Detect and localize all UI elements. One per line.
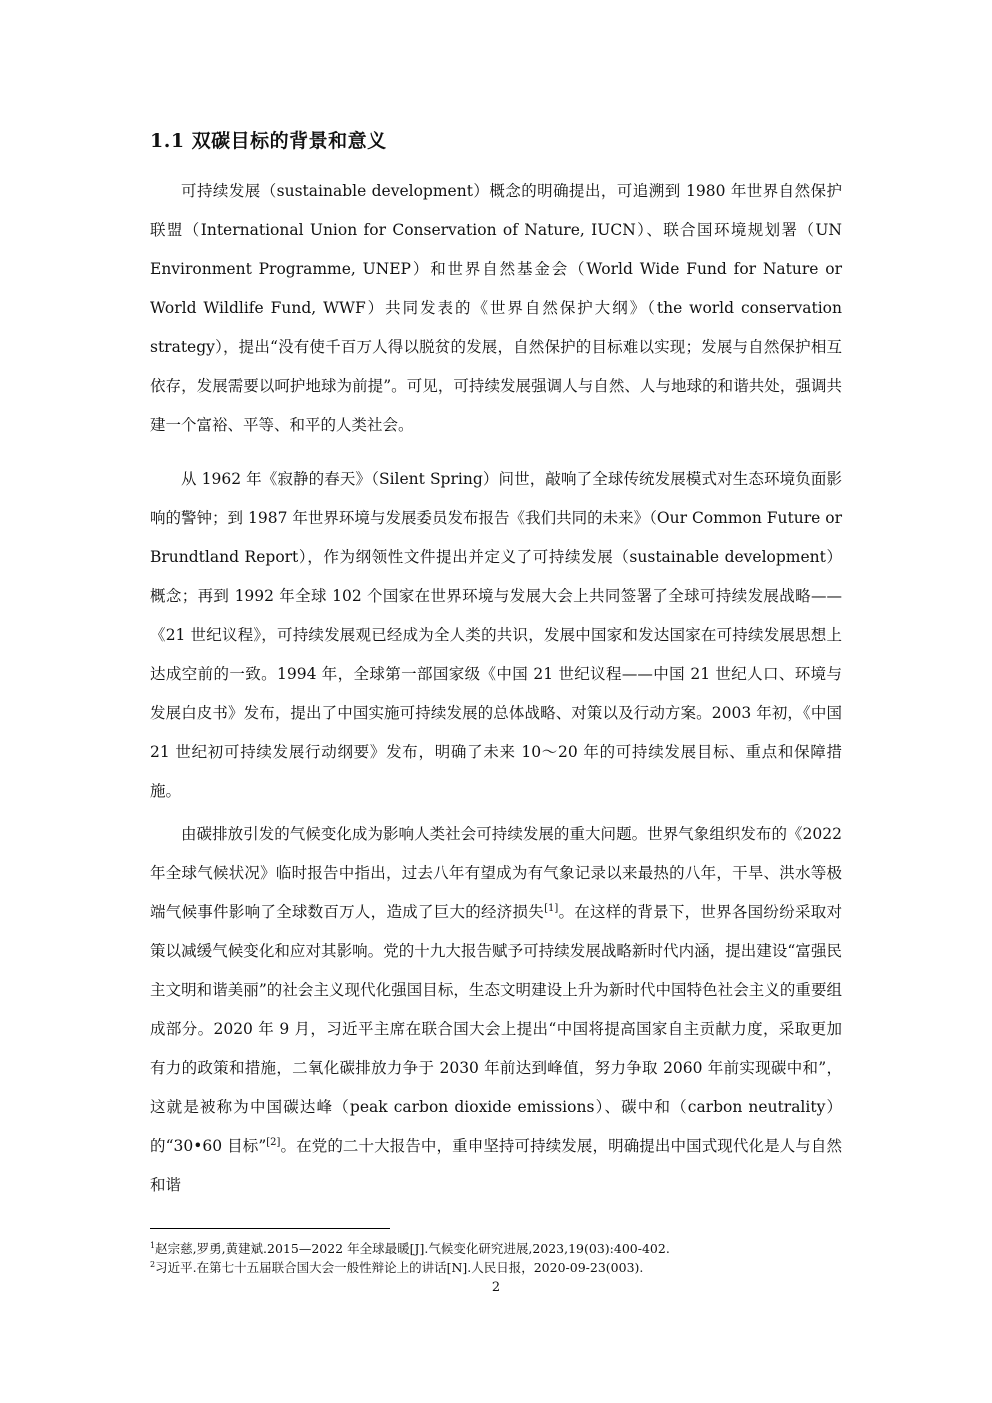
paragraph-1: 可持续发展（sustainable development）概念的明确提出，可追溯到 1980 年世界自然保护联盟（International Union for Conservation of Nature, IUCN）、联合国环境规划署（UN Environment Programme, UNEP）和世界自然基金会（World Wide Fund for Nature or World Wildlife Fund, WWF）共同发表的《世界自然保护大纲》（the world conservation strategy），提出“没有使千百万人得以脱贫的发展，自然保护的目标难以实现；发展与自然保护相互依存，发展需要以呵护地球为前提”。可见，可持续发展强调人与自然、人与地球的和谐共处，强调共建一个富裕、平等、和平的人类社会。 xyxy=(150,182,842,434)
footnote-reference-1[interactable]: [1] xyxy=(544,902,559,914)
footnote-text: 赵宗慈,罗勇,黄建斌.2015—2022 年全球最暖[J].气候变化研究进展,2023,19(03):400-402. xyxy=(155,1241,670,1256)
footnote-number: 1 xyxy=(150,1240,156,1250)
footnote-reference-2[interactable]: [2] xyxy=(266,1136,281,1148)
paragraph-2: 从 1962 年《寂静的春天》（Silent Spring）问世，敲响了全球传统发展模式对生态环境负面影响的警钟；到 1987 年世界环境与发展委员发布报告《我们共同的未来》（Our Common Future or Brundtland Report），作为纲领性文件提出并定义了可持续发展（sustainable development）概念；再到 1992 年全球 102 个国家在世界环境与发展大会上共同签署了全球可持续发展战略——《21 世纪议程》，可持续发展观已经成为全人类的共识，发展中国家和发达国家在可持续发展思想上达成空前的一致。1994 年，全球第一部国家级《中国 21 世纪议程——中国 21 世纪人口、环境与发展白皮书》发布，提出了中国实施可持续发展的总体战略、对策以及行动方案。2003 年初，《中国 21 世纪初可持续发展行动纲要》发布，明确了未来 10～20 年的可持续发展目标、重点和保障措施。 xyxy=(150,470,842,800)
document-page xyxy=(150,0,842,1403)
footnotes xyxy=(150,1239,842,1277)
footnote-number: 2 xyxy=(150,1259,156,1269)
section-heading: 1.1 双碳目标的背景和意义 xyxy=(150,130,387,152)
footnote-text: 习近平.在第七十五届联合国大会一般性辩论上的讲话[N].人民日报，2020-09-23(003). xyxy=(155,1260,644,1275)
page-number: 2 xyxy=(491,1280,501,1295)
paragraph-3-part-b: 。在这样的背景下，世界各国纷纷采取对策以减缓气候变化和应对其影响。党的十九大报告赋予可持续发展战略新时代内涵，提出建设“富强民主文明和谐美丽”的社会主义现代化强国目标，生态文明建设上升为新时代中国特色社会主义的重要组成部分。2020 年 9 月，习近平主席在联合国大会上提出“中国将提高国家自主贡献力度，采取更加有力的政策和措施，二氧化碳排放力争于 2030 年前达到峰值，努力争取 2060 年前实现碳中和”，这就是被称为中国碳达峰（peak carbon dioxide emissions）、碳中和（carbon neutrality）的“30•60 目标” xyxy=(150,903,842,1155)
footnote-separator xyxy=(150,1228,390,1229)
paragraph-3-part-a: 由碳排放引发的气候变化成为影响人类社会可持续发展的重大问题。世界气象组织发布的《2022 年全球气候状况》临时报告中指出，过去八年有望成为有气象记录以来最热的八年，干旱、洪水等极端气候事件影响了全球数百万人，造成了巨大的经济损失 xyxy=(150,825,842,921)
footnote-1 xyxy=(150,1239,842,1258)
paragraph-3 xyxy=(150,815,842,1205)
footnote-2 xyxy=(150,1258,842,1277)
paragraph-3-part-c: 。在党的二十大报告中，重申坚持可持续发展，明确提出中国式现代化是人与自然和谐 xyxy=(150,1137,842,1194)
